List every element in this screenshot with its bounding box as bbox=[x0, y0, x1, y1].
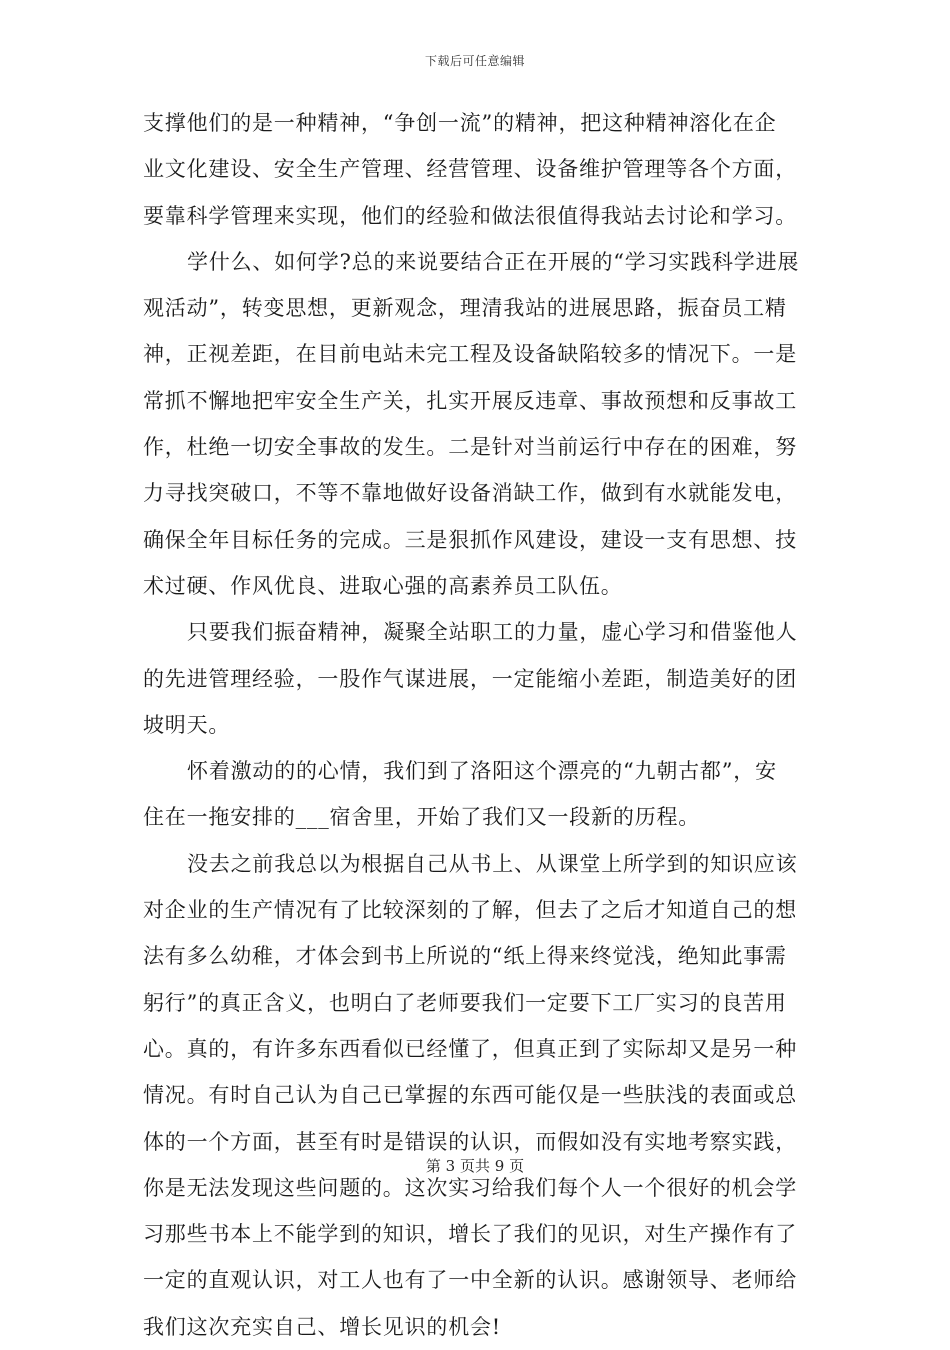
text-line: 力寻找突破口，不等不靠地做好设备消缺工作，做到有水就能发电， bbox=[143, 481, 797, 506]
text-line: 支撑他们的是一种精神，“争创一流”的精神，把这种精神溶化在企 bbox=[143, 111, 777, 135]
text-line: 确保全年目标任务的完成。三是狠抓作风建设，建设一支有思想、技 bbox=[143, 527, 797, 552]
text-line: 你是无法发现这些问题的。这次实习给我们每个人一个很好的机会学 bbox=[143, 1175, 797, 1200]
text-line: 情况。有时自己认为自己已掌握的东西可能仅是一些肤浅的表面或总 bbox=[143, 1083, 797, 1108]
text-line: 对企业的生产情况有了比较深刻的了解，但去了之后才知道自己的想 bbox=[143, 898, 797, 923]
text-line: 学什么、如何学?总的来说要结合正在开展的“学习实践科学进展 bbox=[187, 249, 800, 274]
text-line: 没去之前我总以为根据自己从书上、从课堂上所学到的知识应该 bbox=[187, 851, 798, 876]
text-line: 坡明天。 bbox=[143, 712, 231, 737]
text-line: 作，杜绝一切安全事故的发生。二是针对当前运行中存在的困难，努 bbox=[143, 435, 797, 460]
text-line: 观活动”，转变思想，更新观念，理清我站的进展思路，振奋员工精 bbox=[143, 296, 787, 321]
text-line: 怀着激动的的心情，我们到了洛阳这个漂亮的“九朝古都”，安 bbox=[187, 759, 777, 784]
text-line: 我们这次充实自己、增长见识的机会! bbox=[143, 1314, 502, 1339]
text-line: 只要我们振奋精神，凝聚全站职工的力量，虚心学习和借鉴他人 bbox=[187, 620, 798, 645]
text-line: 术过硬、作风优良、进取心强的高素养员工队伍。 bbox=[143, 573, 623, 598]
text-line: 业文化建设、安全生产管理、经营管理、设备维护管理等各个方面， bbox=[143, 157, 797, 182]
text-line: 心。真的，有许多东西看似已经懂了，但真正到了实际却又是另一种 bbox=[143, 1036, 797, 1061]
text-line: 体的一个方面，甚至有时是错误的认识，而假如没有实地考察实践， bbox=[143, 1129, 797, 1154]
page-header: 下载后可任意编辑 bbox=[424, 54, 525, 68]
text-line: 躬行”的真正含义，也明白了老师要我们一定要下工厂实习的良苦用 bbox=[143, 990, 787, 1015]
text-line: 住在一拖安排的___宿舍里，开始了我们又一段新的历程。 bbox=[143, 805, 701, 830]
text-line: 要靠科学管理来实现，他们的经验和做法很值得我站去讨论和学习。 bbox=[143, 203, 797, 228]
text-line: 一定的直观认识，对工人也有了一中全新的认识。感谢领导、老师给 bbox=[143, 1268, 797, 1293]
text-line: 习那些书本上不能学到的知识，增长了我们的见识，对生产操作有了 bbox=[143, 1222, 797, 1247]
text-line: 法有多么幼稚，才体会到书上所说的“纸上得来终觉浅，绝知此事需 bbox=[143, 944, 787, 969]
text-line: 的先进管理经验，一股作气谋进展，一定能缩小差距，制造美好的团 bbox=[143, 666, 797, 691]
text-line: 神，正视差距，在目前电站未完工程及设备缺陷较多的情况下。一是 bbox=[143, 342, 797, 367]
page-number: 第 3 页共 9 页 bbox=[425, 1157, 525, 1175]
text-line: 常抓不懈地把牢安全生产关，扎实开展反违章、事故预想和反事故工 bbox=[143, 388, 797, 413]
